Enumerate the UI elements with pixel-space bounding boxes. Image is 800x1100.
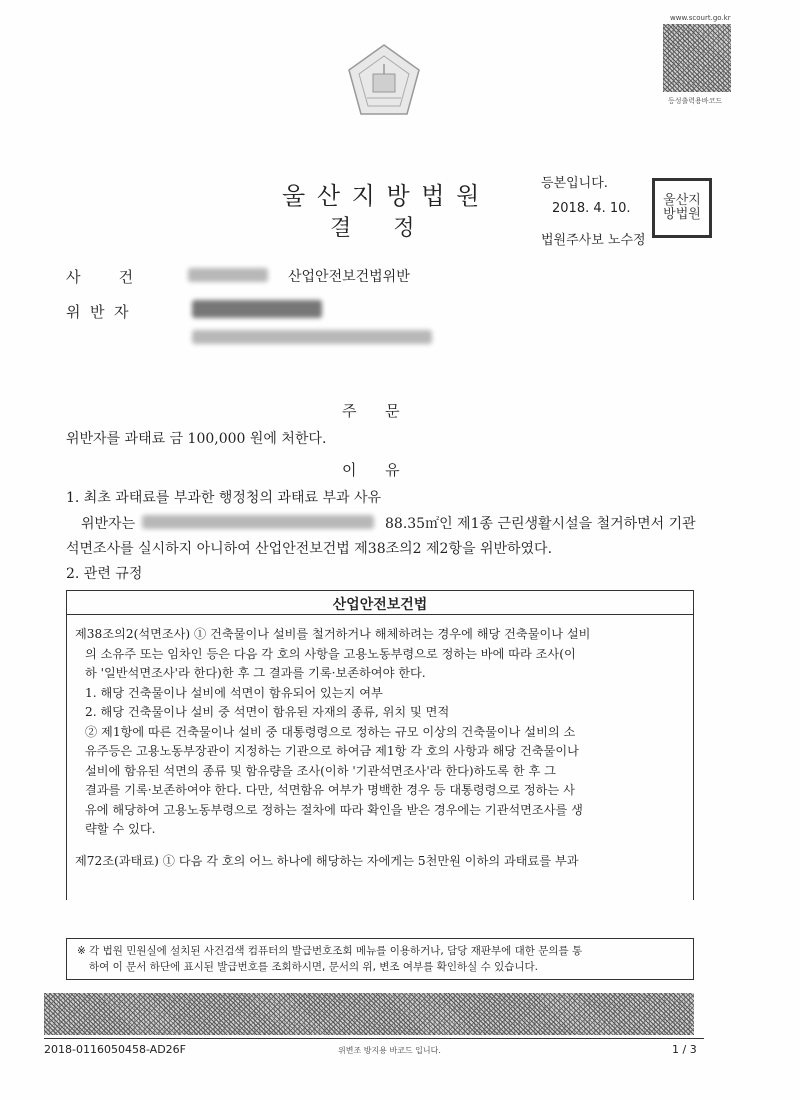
notice-line-2: 하여 이 문서 하단에 표시된 발급번호를 조회하시면, 문서의 위, 변조 여부를 확인하실 수 있습니다. [89, 961, 538, 973]
qr-url: www.scourt.go.kr [670, 14, 731, 22]
violator-address-redacted [192, 330, 432, 344]
issue-number: 2018-0116050458-AD26F [44, 1043, 186, 1056]
anti-forgery-barcode [44, 993, 694, 1035]
qr-code [663, 24, 731, 92]
site-address-redacted [142, 515, 374, 529]
certification-date: 2018. 4. 10. [552, 201, 631, 216]
law-text [67, 615, 693, 871]
case-name: 산업안전보건법위반 [288, 269, 410, 285]
seal-text: 울산지방법원 [663, 193, 701, 222]
court-name: 울 산 지 방 법 원 [282, 182, 482, 210]
case-label: 사 건 [66, 268, 134, 286]
violator-label: 위 반 자 [66, 303, 129, 321]
law-line: 의 소유주 또는 임차인 등은 다음 각 호의 사항을 고용노동부령으로 정하는 바에 따라 조사(이 [85, 646, 576, 661]
order-text: 위반자를 과태료 금 100,000 원에 처한다. [66, 431, 327, 447]
reason-heading: 이 유 [342, 461, 400, 479]
law-line: 1. 해당 건축물이나 설비에 석면이 함유되어 있는지 여부 [85, 685, 383, 700]
notice-line-1: ※ 각 법원 민원실에 설치된 사건검색 컴퓨터의 발급번호조회 메뉴를 이용하거나, 담당 재판부에 대한 문의를 통 [77, 945, 583, 957]
anti-forgery-caption: 위변조 방지용 바코드 입니다. [338, 1046, 441, 1055]
reason-section-2-title: 2. 관련 규정 [66, 566, 143, 582]
law-line: 유에 해당하여 고용노동부령으로 정하는 절차에 따라 확인을 받은 경우에는 기관석면조사를 생 [85, 802, 583, 817]
law-box-title: 산업안전보건법 [67, 591, 693, 615]
law-line: 2. 해당 건축물이나 설비 중 석면이 함유된 자재의 종류, 위치 및 면적 [85, 705, 450, 719]
reason-section-1-line2: 석면조사를 실시하지 아니하여 산업안전보건법 제38조의2 제2항을 위반하였다. [66, 541, 553, 557]
page-number: 1 / 3 [672, 1043, 697, 1056]
law-line: 제72조(과태료) ① 다음 각 호의 어느 하나에 해당하는 자에게는 5천만원 이하의 과태료를 부과 [75, 853, 579, 868]
law-line: 결과를 기록·보존하여야 한다. 다만, 석면함유 여부가 명백한 경우 등 대통령령으로 정하는 사 [85, 783, 575, 797]
law-line: 하 '일반석면조사'라 한다)한 후 그 결과를 기록·보존하여야 한다. [85, 666, 426, 680]
law-line: ② 제1항에 따른 건축물이나 설비 중 대통령령으로 정하는 규모 이상의 건축물이나 설비의 소 [85, 724, 576, 739]
document-type: 결 정 [330, 216, 415, 241]
case-number-redacted [188, 268, 268, 282]
verification-notice [66, 938, 694, 980]
certification-clerk: 법원주사보 노수정 [541, 233, 646, 248]
law-line: 제38조의2(석면조사) ① 건축물이나 설비를 철거하거나 해체하려는 경우에 해당 건축물이나 설비 [75, 627, 591, 641]
law-line: 설비에 함유된 석면의 종류 및 함유량을 조사(이하 '기관석면조사'라 한다)하도록 한 후 그 [85, 763, 556, 778]
reason-section-1-line1: 88.35㎡인 제1종 근린생활시설을 철거하면서 기관 [385, 516, 696, 532]
footer-divider [44, 1038, 704, 1039]
violator-name-redacted [192, 300, 322, 318]
qr-caption: 등성출력용바코드 [668, 97, 723, 105]
law-line: 유주등은 고용노동부장관이 지정하는 기관으로 하여금 제1항 각 호의 사항과 해당 건축물이나 [85, 744, 579, 758]
order-heading: 주 문 [342, 402, 400, 420]
reason-section-1-prefix: 위반자는 [81, 516, 136, 532]
certification-text: 등본입니다. [541, 176, 608, 191]
law-line: 략할 수 있다. [85, 822, 156, 836]
law-box [66, 590, 694, 900]
court-seal [652, 178, 712, 238]
reason-section-1-title: 1. 최초 과태료를 부과한 행정청의 과태료 부과 사유 [66, 490, 381, 506]
court-emblem [343, 42, 425, 124]
